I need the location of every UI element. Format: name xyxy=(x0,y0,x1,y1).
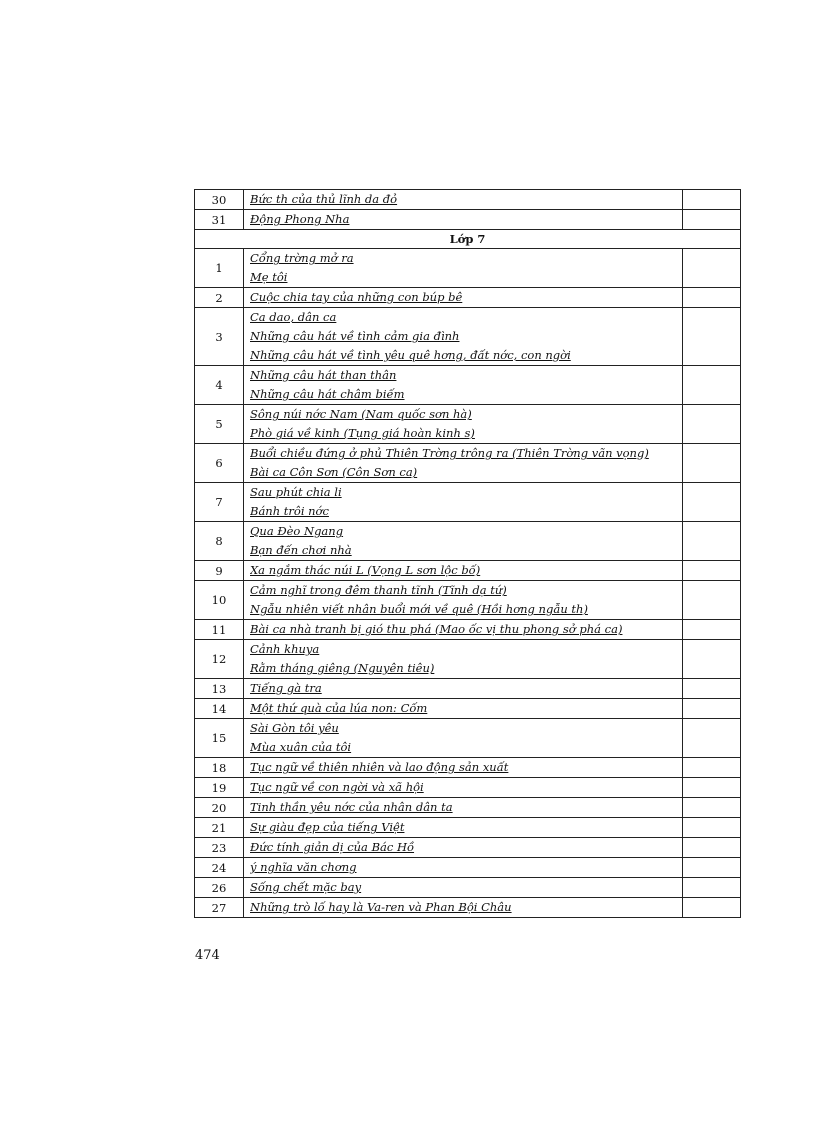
lesson-titles xyxy=(244,758,683,778)
table-row xyxy=(195,758,741,778)
lesson-titles xyxy=(244,405,683,444)
lesson-title: Buổi chiều đứng ở phủ Thiên Trờng trông ra (Thiên Trờng vãn vọng) xyxy=(250,446,649,460)
lesson-number: 2 xyxy=(195,288,244,308)
empty-cell xyxy=(683,798,741,818)
empty-cell xyxy=(683,679,741,699)
lesson-title: Sau phút chia li xyxy=(250,485,342,499)
lesson-titles xyxy=(244,308,683,366)
empty-cell xyxy=(683,620,741,640)
empty-cell xyxy=(683,561,741,581)
lesson-number: 11 xyxy=(195,620,244,640)
lesson-titles xyxy=(244,581,683,620)
table-row xyxy=(195,798,741,818)
lesson-titles xyxy=(244,818,683,838)
section-header-row xyxy=(195,230,741,249)
table-row xyxy=(195,288,741,308)
table-row xyxy=(195,522,741,561)
table-row xyxy=(195,640,741,679)
lesson-title: Bài ca Côn Sơn (Côn Sơn ca) xyxy=(250,465,418,479)
empty-cell xyxy=(683,444,741,483)
empty-cell xyxy=(683,838,741,858)
lesson-title: Cổng trờng mở ra xyxy=(250,251,354,265)
lesson-number: 18 xyxy=(195,758,244,778)
lesson-title: Những câu hát châm biếm xyxy=(250,387,405,401)
lesson-title: Đức tính giản dị của Bác Hồ xyxy=(250,840,415,854)
lesson-titles xyxy=(244,620,683,640)
lesson-title: Một thứ quà của lúa non: Cốm xyxy=(250,701,428,715)
lesson-title: Những trò lố hay là Va-ren và Phan Bội Châu xyxy=(250,900,512,914)
empty-cell xyxy=(683,405,741,444)
table-row xyxy=(195,898,741,918)
table-row xyxy=(195,249,741,288)
table-row xyxy=(195,679,741,699)
empty-cell xyxy=(683,878,741,898)
lesson-title: Tinh thần yêu nớc của nhân dân ta xyxy=(250,800,453,814)
lesson-title: Ngẫu nhiên viết nhân buổi mới về quê (Hồi hơng ngẫu th) xyxy=(250,602,588,616)
table-row xyxy=(195,405,741,444)
lesson-number: 21 xyxy=(195,818,244,838)
lesson-table xyxy=(194,189,741,918)
lesson-title: Ca dao, dân ca xyxy=(250,310,337,324)
lesson-number: 14 xyxy=(195,699,244,719)
lesson-title: Động Phong Nha xyxy=(250,212,350,226)
table-row xyxy=(195,838,741,858)
lesson-titles xyxy=(244,778,683,798)
lesson-title: ý nghĩa văn chơng xyxy=(250,860,357,874)
lesson-title: Sông núi nớc Nam (Nam quốc sơn hà) xyxy=(250,407,472,421)
table-row xyxy=(195,581,741,620)
lesson-titles xyxy=(244,699,683,719)
lesson-number: 26 xyxy=(195,878,244,898)
lesson-number: 15 xyxy=(195,719,244,758)
lesson-titles xyxy=(244,366,683,405)
empty-cell xyxy=(683,778,741,798)
lesson-title: Bức th của thủ lĩnh da đỏ xyxy=(250,192,398,206)
lesson-titles xyxy=(244,249,683,288)
table-row xyxy=(195,699,741,719)
lesson-number: 31 xyxy=(195,210,244,230)
lesson-number: 19 xyxy=(195,778,244,798)
lesson-titles xyxy=(244,878,683,898)
lesson-titles xyxy=(244,288,683,308)
empty-cell xyxy=(683,898,741,918)
empty-cell xyxy=(683,719,741,758)
lesson-number: 30 xyxy=(195,190,244,210)
lesson-title: Phò giá về kinh (Tụng giá hoàn kinh s) xyxy=(250,426,475,440)
lesson-titles xyxy=(244,858,683,878)
lesson-titles xyxy=(244,483,683,522)
empty-cell xyxy=(683,483,741,522)
empty-cell xyxy=(683,288,741,308)
table-row xyxy=(195,858,741,878)
lesson-number: 23 xyxy=(195,838,244,858)
lesson-number: 13 xyxy=(195,679,244,699)
lesson-title: Tiếng gà tra xyxy=(250,681,322,695)
empty-cell xyxy=(683,818,741,838)
lesson-title: Những câu hát về tình yêu quê hơng, đất nớc, con ngời xyxy=(250,348,571,362)
lesson-title: Rằm tháng giêng (Nguyên tiêu) xyxy=(250,661,435,675)
table-row xyxy=(195,818,741,838)
table-row xyxy=(195,210,741,230)
lesson-title: Cuộc chia tay của những con búp bê xyxy=(250,290,463,304)
lesson-titles xyxy=(244,838,683,858)
table-row xyxy=(195,483,741,522)
empty-cell xyxy=(683,858,741,878)
empty-cell xyxy=(683,308,741,366)
table-row xyxy=(195,444,741,483)
lesson-number: 5 xyxy=(195,405,244,444)
lesson-number: 24 xyxy=(195,858,244,878)
lesson-titles xyxy=(244,561,683,581)
lesson-title: Những câu hát về tình cảm gia đình xyxy=(250,329,460,343)
empty-cell xyxy=(683,190,741,210)
lesson-number: 7 xyxy=(195,483,244,522)
lesson-title: Tục ngữ về con ngời và xã hội xyxy=(250,780,424,794)
lesson-title: Sống chết mặc bay xyxy=(250,880,362,894)
lesson-title: Bài ca nhà tranh bị gió thu phá (Mao ốc vị thu phong sở phá ca) xyxy=(250,622,623,636)
lesson-title: Xa ngắm thác núi L (Vọng L sơn lộc bố) xyxy=(250,563,481,577)
lesson-number: 10 xyxy=(195,581,244,620)
lesson-number: 27 xyxy=(195,898,244,918)
lesson-number: 4 xyxy=(195,366,244,405)
page-number: 474 xyxy=(195,948,220,963)
table-row xyxy=(195,719,741,758)
table-row xyxy=(195,308,741,366)
section-header: Lớp 7 xyxy=(195,230,741,249)
lesson-title: Cảnh khuya xyxy=(250,642,320,656)
lesson-number: 3 xyxy=(195,308,244,366)
lesson-number: 9 xyxy=(195,561,244,581)
table-row xyxy=(195,778,741,798)
lesson-number: 20 xyxy=(195,798,244,818)
lesson-number: 8 xyxy=(195,522,244,561)
lesson-title: Mùa xuân của tôi xyxy=(250,740,352,754)
empty-cell xyxy=(683,249,741,288)
lesson-title: Tục ngữ về thiên nhiên và lao động sản xuất xyxy=(250,760,509,774)
lesson-title: Bạn đến chơi nhà xyxy=(250,543,352,557)
empty-cell xyxy=(683,640,741,679)
table-row xyxy=(195,366,741,405)
empty-cell xyxy=(683,210,741,230)
lesson-titles xyxy=(244,719,683,758)
lesson-titles xyxy=(244,640,683,679)
empty-cell xyxy=(683,522,741,561)
lesson-titles xyxy=(244,210,683,230)
lesson-number: 1 xyxy=(195,249,244,288)
table-row xyxy=(195,190,741,210)
lesson-title: Mẹ tôi xyxy=(250,270,288,284)
lesson-titles xyxy=(244,898,683,918)
lesson-title: Những câu hát than thân xyxy=(250,368,397,382)
lesson-titles xyxy=(244,679,683,699)
table-row xyxy=(195,878,741,898)
empty-cell xyxy=(683,366,741,405)
table-row xyxy=(195,620,741,640)
empty-cell xyxy=(683,581,741,620)
lesson-titles xyxy=(244,444,683,483)
lesson-title: Bánh trôi nớc xyxy=(250,504,329,518)
lesson-titles xyxy=(244,190,683,210)
table-row xyxy=(195,561,741,581)
lesson-title: Sài Gòn tôi yêu xyxy=(250,721,339,735)
lesson-titles xyxy=(244,798,683,818)
lesson-title: Qua Đèo Ngang xyxy=(250,524,344,538)
empty-cell xyxy=(683,699,741,719)
lesson-title: Sự giàu đẹp của tiếng Việt xyxy=(250,820,405,834)
lesson-titles xyxy=(244,522,683,561)
empty-cell xyxy=(683,758,741,778)
lesson-number: 6 xyxy=(195,444,244,483)
lesson-number: 12 xyxy=(195,640,244,679)
lesson-title: Cảm nghĩ trong đêm thanh tĩnh (Tĩnh dạ tứ) xyxy=(250,583,507,597)
